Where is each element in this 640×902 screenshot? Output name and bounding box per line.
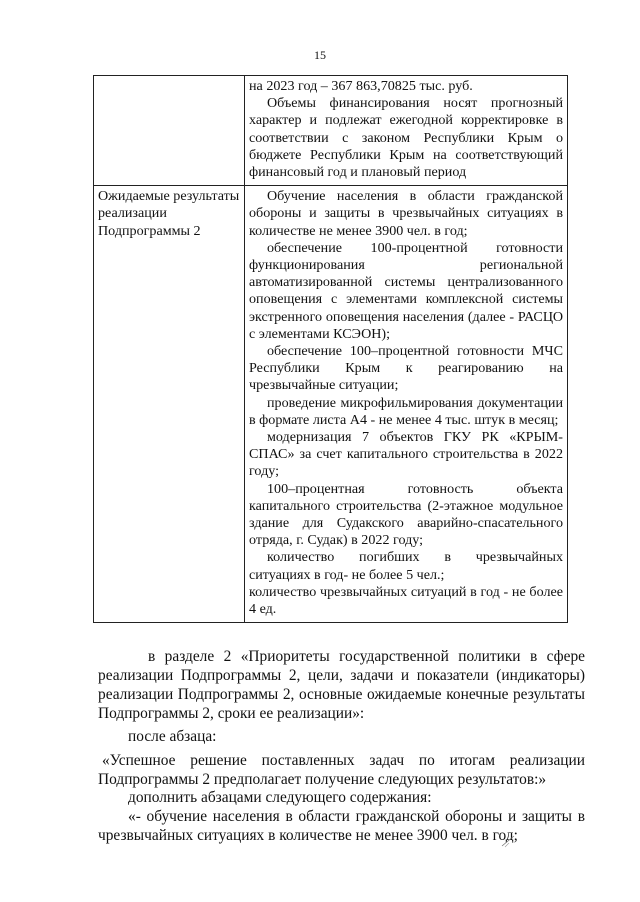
result-item: количество погибших в чрезвычайных ситуациях в год- не более 5 чел.; xyxy=(249,549,563,583)
result-item: обеспечение 100-процентной готовности функционирования региональной автоматизированной системы централизованного оповещения с элементами комплексной системы экстренного оповещения населения (далее - РАСЦО с элементами КСЭОН); xyxy=(249,239,563,342)
table-cell-financing xyxy=(245,76,568,186)
table-cell-label xyxy=(94,186,245,623)
result-item: 100–процентная готовность объекта капитального строительства (2-этажное модульное здание для Судакского аварийно-спасательного отряда, г. Судак) в 2022 году; xyxy=(249,480,563,549)
quoted-paragraph: «Успешное решение поставленных задач по итогам реализации Подпрограммы 2 предполагает получение следующих результатов:» xyxy=(98,752,585,788)
page-number: 15 xyxy=(314,48,326,62)
table-cell-results xyxy=(245,186,568,623)
after-paragraph-line: после абзаца: xyxy=(128,728,217,745)
table-row xyxy=(94,186,568,623)
content-table xyxy=(93,75,568,623)
result-item: проведение микрофильмирования документации в формате листа А4 - не менее 4 тыс. штук в месяц; xyxy=(249,394,563,428)
financing-2023-line: на 2023 год – 367 863,70825 тыс. руб. xyxy=(249,78,473,94)
expected-results-label: Ожидаемые результаты реализации Подпрограммы 2 xyxy=(98,188,240,239)
result-item: количество чрезвычайных ситуаций в год - не более 4 ед. xyxy=(249,583,563,618)
supplement-instruction: дополнить абзацами следующего содержания: xyxy=(128,789,432,806)
table-cell-empty xyxy=(94,76,245,186)
result-item: модернизация 7 объектов ГКУ РК «КРЫМ-СПАС» за счет капитального строительства в 2022 году; xyxy=(249,429,563,480)
financing-note: Объемы финансирования носят прогнозный характер и подлежат ежегодной корректировке в соответствии с законом Республики Крым о бюджете Республики Крым на соответствующий финансовый год и плановый период xyxy=(249,95,563,181)
pen-mark-icon xyxy=(500,834,516,848)
result-item: Обучение населения в области гражданской обороны и защиты в чрезвычайных ситуациях в количестве не менее 3900 чел. в год; xyxy=(249,188,563,239)
result-item: обеспечение 100–процентной готовности МЧС Республики Крым к реагированию на чрезвычайные ситуации; xyxy=(249,343,563,394)
table-row xyxy=(94,76,568,186)
section-2-paragraph: в разделе 2 «Приоритеты государственной политики в сфере реализации Подпрограммы 2, цели, задачи и показатели (индикаторы) реализации Подпрограммы 2, основные ожидаемые конечные результаты Подпрограммы 2, сроки ее реализации»: xyxy=(98,648,585,722)
added-paragraph: «- обучение населения в области гражданской обороны и защиты в чрезвычайных ситуациях в количестве не менее 3900 чел. в год; xyxy=(98,808,585,844)
